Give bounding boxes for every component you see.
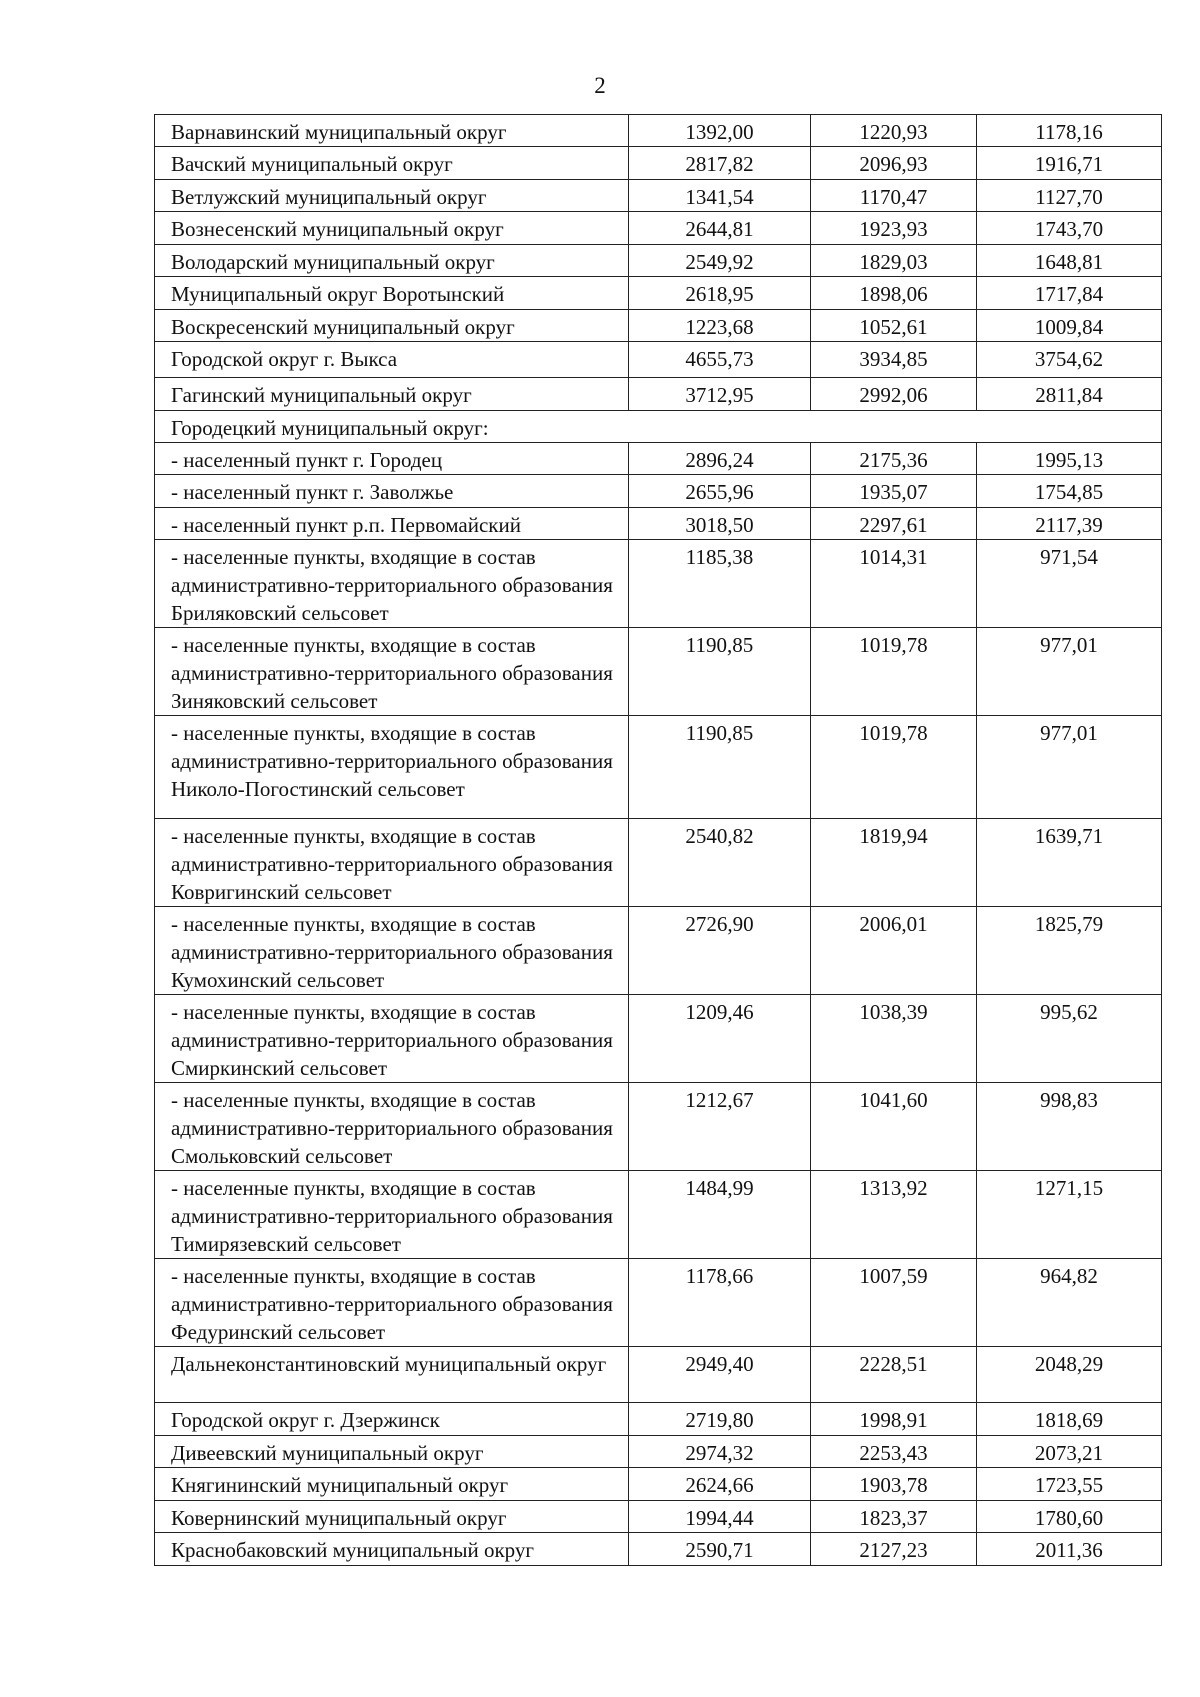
value-cell-2: 1019,78 xyxy=(811,716,977,819)
value-cell-2: 1041,60 xyxy=(811,1083,977,1171)
value-cell-1: 1223,68 xyxy=(629,310,811,342)
value-cell-3: 1916,71 xyxy=(977,147,1162,180)
municipality-name-cell: Городской округ г. Дзержинск xyxy=(155,1403,629,1436)
value-cell-3: 998,83 xyxy=(977,1083,1162,1171)
value-cell-3: 1271,15 xyxy=(977,1171,1162,1259)
value-cell-1: 2949,40 xyxy=(629,1347,811,1403)
municipality-name-cell: Городской округ г. Выкса xyxy=(155,342,629,378)
municipality-name-cell: - населенные пункты, входящие в состав административно-территориального образования Кумохинский сельсовет xyxy=(155,907,629,995)
value-cell-3: 1127,70 xyxy=(977,180,1162,212)
municipality-name-cell: - населенные пункты, входящие в состав административно-территориального образования Николо-Погостинский сельсовет xyxy=(155,716,629,819)
value-cell-2: 1170,47 xyxy=(811,180,977,212)
value-cell-2: 1019,78 xyxy=(811,628,977,716)
municipality-name-cell: Дивеевский муниципальный округ xyxy=(155,1436,629,1468)
table-row xyxy=(155,819,1162,907)
page-number: 2 xyxy=(594,73,606,98)
table-row xyxy=(155,1083,1162,1171)
municipality-name-cell: Вознесенский муниципальный округ xyxy=(155,212,629,245)
municipality-name-cell: - населенный пункт г. Заволжье xyxy=(155,475,629,508)
value-cell-3: 1639,71 xyxy=(977,819,1162,907)
value-cell-1: 2624,66 xyxy=(629,1468,811,1501)
value-cell-3: 2011,36 xyxy=(977,1533,1162,1566)
municipality-name-cell: Ковернинский муниципальный округ xyxy=(155,1501,629,1533)
value-cell-1: 1212,67 xyxy=(629,1083,811,1171)
table-row xyxy=(155,1259,1162,1347)
value-cell-2: 1903,78 xyxy=(811,1468,977,1501)
value-cell-2: 1898,06 xyxy=(811,277,977,310)
table-row xyxy=(155,508,1162,540)
table-row xyxy=(155,411,1162,443)
municipality-name-cell: Володарский муниципальный округ xyxy=(155,245,629,277)
value-cell-1: 2719,80 xyxy=(629,1403,811,1436)
value-cell-3: 1717,84 xyxy=(977,277,1162,310)
value-cell-1: 2896,24 xyxy=(629,443,811,475)
value-cell-3: 2048,29 xyxy=(977,1347,1162,1403)
municipality-name-cell: - населенные пункты, входящие в состав административно-территориального образования Бриляковский сельсовет xyxy=(155,540,629,628)
table-row xyxy=(155,378,1162,411)
value-cell-3: 1743,70 xyxy=(977,212,1162,245)
value-cell-2: 2175,36 xyxy=(811,443,977,475)
municipality-name-cell: - населенные пункты, входящие в состав административно-территориального образования Зиняковский сельсовет xyxy=(155,628,629,716)
value-cell-1: 2618,95 xyxy=(629,277,811,310)
table-row xyxy=(155,342,1162,378)
value-cell-1: 2726,90 xyxy=(629,907,811,995)
table-row xyxy=(155,180,1162,212)
value-cell-1: 2644,81 xyxy=(629,212,811,245)
municipality-name-cell: Дальнеконстантиновский муниципальный округ xyxy=(155,1347,629,1403)
value-cell-2: 3934,85 xyxy=(811,342,977,378)
value-cell-2: 2127,23 xyxy=(811,1533,977,1566)
tariff-table xyxy=(154,114,1162,1566)
table-row xyxy=(155,995,1162,1083)
table-row xyxy=(155,212,1162,245)
value-cell-1: 2817,82 xyxy=(629,147,811,180)
value-cell-3: 1648,81 xyxy=(977,245,1162,277)
value-cell-3: 1818,69 xyxy=(977,1403,1162,1436)
value-cell-1: 2590,71 xyxy=(629,1533,811,1566)
municipality-name-cell: - населенные пункты, входящие в состав административно-территориального образования Тимирязевский сельсовет xyxy=(155,1171,629,1259)
value-cell-3: 2811,84 xyxy=(977,378,1162,411)
municipality-name-cell: Воскресенский муниципальный округ xyxy=(155,310,629,342)
municipality-name-cell: - населенные пункты, входящие в состав административно-территориального образования Ковригинский сельсовет xyxy=(155,819,629,907)
value-cell-3: 964,82 xyxy=(977,1259,1162,1347)
value-cell-3: 971,54 xyxy=(977,540,1162,628)
value-cell-1: 1392,00 xyxy=(629,115,811,147)
value-cell-2: 2992,06 xyxy=(811,378,977,411)
value-cell-2: 1014,31 xyxy=(811,540,977,628)
value-cell-2: 1935,07 xyxy=(811,475,977,508)
value-cell-1: 1341,54 xyxy=(629,180,811,212)
value-cell-2: 2228,51 xyxy=(811,1347,977,1403)
table-row xyxy=(155,245,1162,277)
table-row xyxy=(155,1501,1162,1533)
value-cell-2: 1007,59 xyxy=(811,1259,977,1347)
municipality-name-cell: - населенный пункт г. Городец xyxy=(155,443,629,475)
value-cell-2: 1052,61 xyxy=(811,310,977,342)
value-cell-3: 995,62 xyxy=(977,995,1162,1083)
table-row xyxy=(155,1436,1162,1468)
value-cell-1: 4655,73 xyxy=(629,342,811,378)
group-header-cell: Городецкий муниципальный округ: xyxy=(155,411,1162,443)
table-row xyxy=(155,1347,1162,1403)
table-row xyxy=(155,277,1162,310)
value-cell-1: 1190,85 xyxy=(629,716,811,819)
municipality-name-cell: Вачский муниципальный округ xyxy=(155,147,629,180)
value-cell-1: 2540,82 xyxy=(629,819,811,907)
municipality-name-cell: - населенные пункты, входящие в состав административно-территориального образования Федуринский сельсовет xyxy=(155,1259,629,1347)
value-cell-3: 977,01 xyxy=(977,716,1162,819)
value-cell-1: 1484,99 xyxy=(629,1171,811,1259)
value-cell-2: 1220,93 xyxy=(811,115,977,147)
table-row xyxy=(155,1468,1162,1501)
value-cell-2: 2253,43 xyxy=(811,1436,977,1468)
value-cell-2: 1998,91 xyxy=(811,1403,977,1436)
municipality-name-cell: Ветлужский муниципальный округ xyxy=(155,180,629,212)
value-cell-1: 3712,95 xyxy=(629,378,811,411)
municipality-name-cell: - населенные пункты, входящие в состав административно-территориального образования Смольковский сельсовет xyxy=(155,1083,629,1171)
value-cell-3: 977,01 xyxy=(977,628,1162,716)
table-row xyxy=(155,475,1162,508)
value-cell-3: 1995,13 xyxy=(977,443,1162,475)
value-cell-1: 1185,38 xyxy=(629,540,811,628)
value-cell-3: 2117,39 xyxy=(977,508,1162,540)
tariff-table-body xyxy=(155,115,1162,1566)
value-cell-1: 1209,46 xyxy=(629,995,811,1083)
value-cell-1: 2549,92 xyxy=(629,245,811,277)
table-row xyxy=(155,115,1162,147)
value-cell-3: 2073,21 xyxy=(977,1436,1162,1468)
table-row xyxy=(155,310,1162,342)
value-cell-2: 2096,93 xyxy=(811,147,977,180)
table-row xyxy=(155,540,1162,628)
value-cell-1: 2655,96 xyxy=(629,475,811,508)
municipality-name-cell: - населенный пункт р.п. Первомайский xyxy=(155,508,629,540)
value-cell-2: 2297,61 xyxy=(811,508,977,540)
table-row xyxy=(155,1171,1162,1259)
value-cell-3: 1009,84 xyxy=(977,310,1162,342)
municipality-name-cell: Варнавинский муниципальный округ xyxy=(155,115,629,147)
municipality-name-cell: Краснобаковский муниципальный округ xyxy=(155,1533,629,1566)
value-cell-3: 1723,55 xyxy=(977,1468,1162,1501)
municipality-name-cell: Княгининский муниципальный округ xyxy=(155,1468,629,1501)
municipality-name-cell: Гагинский муниципальный округ xyxy=(155,378,629,411)
table-row xyxy=(155,443,1162,475)
value-cell-2: 1823,37 xyxy=(811,1501,977,1533)
municipality-name-cell: Муниципальный округ Воротынский xyxy=(155,277,629,310)
table-row xyxy=(155,1403,1162,1436)
value-cell-2: 1829,03 xyxy=(811,245,977,277)
value-cell-3: 1754,85 xyxy=(977,475,1162,508)
value-cell-2: 1923,93 xyxy=(811,212,977,245)
municipality-name-cell: - населенные пункты, входящие в состав административно-территориального образования Смиркинский сельсовет xyxy=(155,995,629,1083)
table-row xyxy=(155,716,1162,819)
value-cell-2: 1313,92 xyxy=(811,1171,977,1259)
table-row xyxy=(155,1533,1162,1566)
value-cell-1: 3018,50 xyxy=(629,508,811,540)
value-cell-3: 1178,16 xyxy=(977,115,1162,147)
value-cell-3: 1825,79 xyxy=(977,907,1162,995)
value-cell-3: 1780,60 xyxy=(977,1501,1162,1533)
value-cell-1: 1178,66 xyxy=(629,1259,811,1347)
value-cell-2: 1819,94 xyxy=(811,819,977,907)
value-cell-1: 2974,32 xyxy=(629,1436,811,1468)
table-row xyxy=(155,628,1162,716)
value-cell-2: 1038,39 xyxy=(811,995,977,1083)
value-cell-1: 1190,85 xyxy=(629,628,811,716)
value-cell-3: 3754,62 xyxy=(977,342,1162,378)
table-row xyxy=(155,147,1162,180)
value-cell-2: 2006,01 xyxy=(811,907,977,995)
value-cell-1: 1994,44 xyxy=(629,1501,811,1533)
table-row xyxy=(155,907,1162,995)
